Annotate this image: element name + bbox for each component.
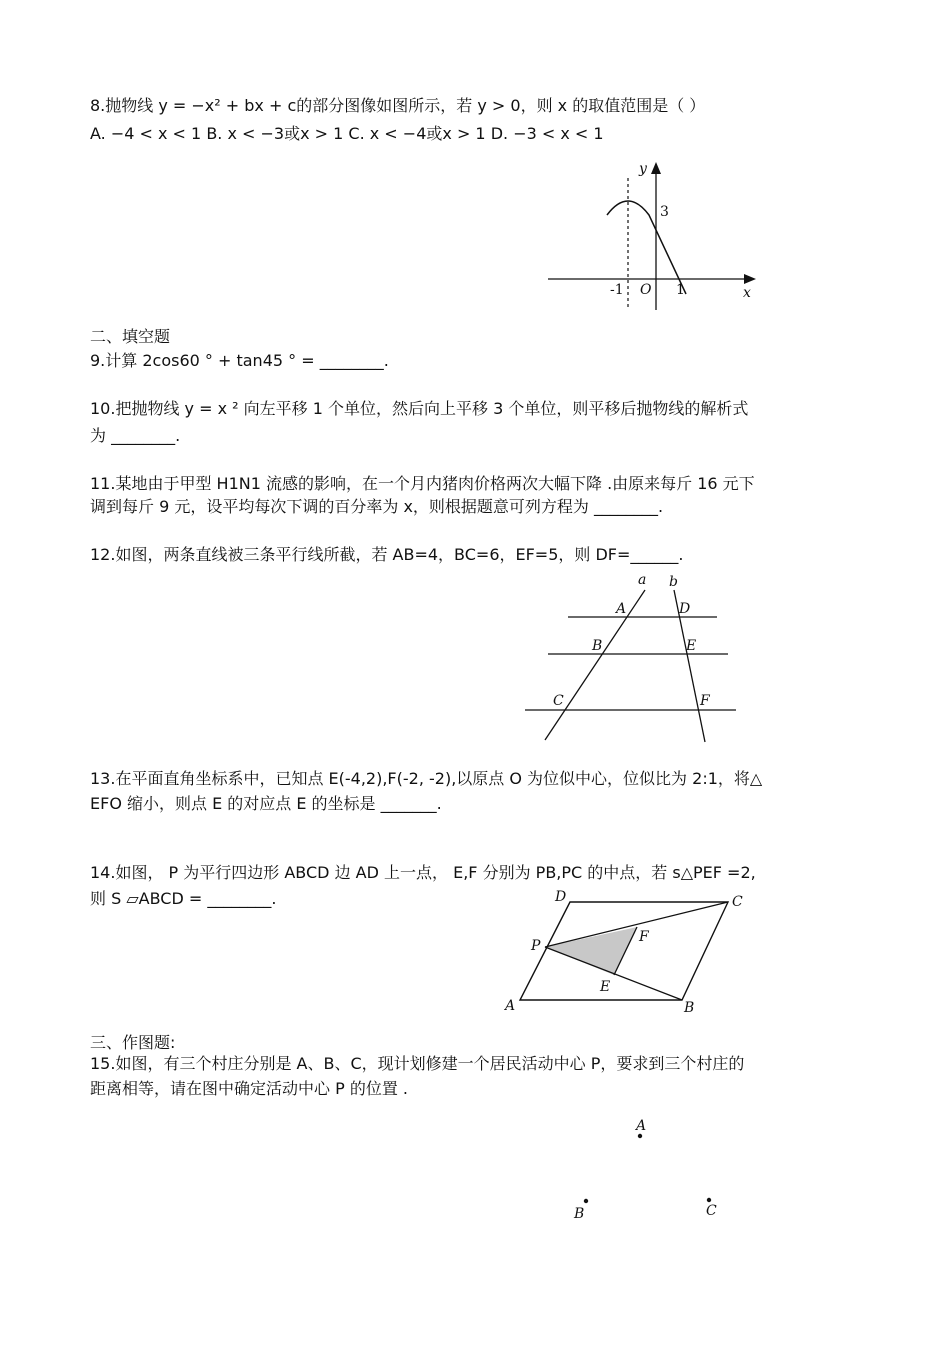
x-label: x <box>743 285 751 301</box>
label-E: E <box>686 638 697 654</box>
label-B: B <box>592 638 603 654</box>
y-axis-arrow <box>651 162 661 174</box>
label-D: D <box>555 889 567 905</box>
label-A: A <box>505 998 516 1014</box>
intercept-3: 3 <box>660 204 669 220</box>
label-minus1: -1 <box>610 282 624 298</box>
section-fill-in: 二、填空题 <box>90 327 171 346</box>
label-a: a <box>638 572 647 588</box>
triangle-pef-shaded <box>545 927 637 975</box>
q14-line1: 14.如图， P 为平行四边形 ABCD 边 AD 上一点， E,F 分别为 PB,PC 的中点，若 s△PEF =2, <box>90 863 756 882</box>
section-drawing: 三、作图题: <box>90 1033 176 1052</box>
y-label: y <box>639 161 647 177</box>
label-B: B <box>574 1206 585 1222</box>
q9: 9.计算 2cos60 ° + tan45 ° = ________. <box>90 351 389 370</box>
q11-line1: 11.某地由于甲型 H1N1 流感的影响，在一个月内猪肉价格两次大幅下降 .由原来每斤 16 元下 <box>90 474 755 493</box>
label-C: C <box>732 894 743 910</box>
label-C: C <box>553 693 564 709</box>
q10-line1: 10.把抛物线 y = x ² 向左平移 1 个单位，然后向上平移 3 个单位，则平移后抛物线的解析式 <box>90 399 749 418</box>
q15-line1: 15.如图，有三个村庄分别是 A、B、C，现计划修建一个居民活动中心 P，要求到三个村庄的 <box>90 1054 745 1073</box>
label-B: B <box>684 1000 695 1016</box>
label-A: A <box>636 1118 647 1134</box>
village-c-point <box>707 1198 711 1202</box>
x-axis-arrow <box>744 274 756 284</box>
villages-figure <box>573 1118 717 1222</box>
parallelogram-figure <box>503 889 743 1016</box>
label-1: 1 <box>676 282 685 298</box>
label-E: E <box>600 979 611 995</box>
q8-stem: 8.抛物线 y = −x² + bx + c的部分图像如图所示，若 y > 0，则 x 的取值范围是（ ） <box>90 96 706 115</box>
label-D: D <box>679 601 691 617</box>
parabola-curve <box>607 201 686 294</box>
q13-line2: EFO 缩小，则点 E 的对应点 E 的坐标是 _______. <box>90 794 442 813</box>
q8-options: A. −4 < x < 1 B. x < −3或x > 1 C. x < −4或x > 1 D. −3 < x < 1 <box>90 124 604 143</box>
label-b: b <box>669 574 678 590</box>
q15-line2: 距离相等，请在图中确定活动中心 P 的位置 . <box>90 1079 408 1098</box>
label-C: C <box>706 1203 717 1219</box>
line-a <box>545 590 645 740</box>
parallel-lines-figure <box>525 572 736 742</box>
q13-line1: 13.在平面直角坐标系中，已知点 E(-4,2),F(-2, -2),以原点 O 为位似中心，位似比为 2:1，将△ <box>90 769 763 788</box>
parabola-figure <box>548 161 756 310</box>
village-a-point <box>638 1134 642 1138</box>
q12-text: 12.如图，两条直线被三条平行线所截，若 AB=4，BC=6，EF=5，则 DF=______. <box>90 545 684 564</box>
segment-pc <box>545 902 728 947</box>
village-b-point <box>584 1199 588 1203</box>
label-A: A <box>616 601 627 617</box>
q14-line2: 则 S ▱ABCD = ________. <box>90 889 277 908</box>
q10-line2: 为 ________. <box>90 426 181 445</box>
label-P: P <box>531 938 541 954</box>
label-F: F <box>700 693 710 709</box>
origin-label: O <box>640 282 652 298</box>
q11-line2: 调到每斤 9 元，设平均每次下调的百分率为 x，则根据题意可列方程为 ________. <box>90 497 664 516</box>
label-F: F <box>639 929 649 945</box>
